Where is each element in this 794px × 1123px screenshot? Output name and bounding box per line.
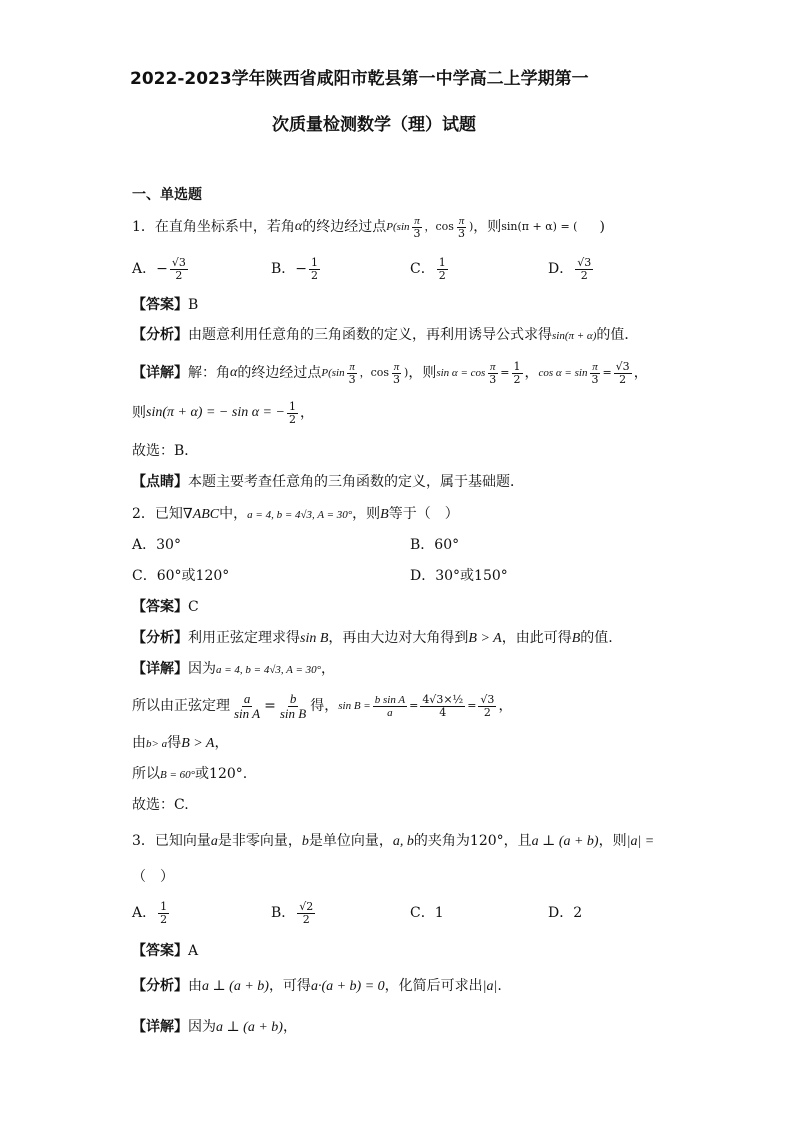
q1-detail-line2: 则 sin(π + α) = − sin α = − $\frac{1}{2}$ ， [132, 399, 314, 426]
q2-stem: 2．已知∇ABC中，a = 4, b = 4√3, A = 30°，则B等于（ ） [132, 506, 459, 522]
q3-detail: 【详解】因为a ⊥ (a + b)， [132, 1019, 297, 1035]
q1-detail: 【详解】 解：角 α 的终边经过点 P(sin π 3 ，cos π 3 ) ，则 sin α = cos $\frac{\pi}{3}$ = $\frac{1}{2}$ ， cos α = sin $\frac{\pi}{3}$ = $\frac{√3}{2}$ ， [132, 359, 648, 386]
q1-paren: ) [599, 219, 605, 235]
q1-option-c: C． 1 2 [410, 255, 446, 282]
q1-alpha: α [294, 219, 303, 234]
q2-option-a: A．30° [132, 537, 181, 553]
q1-analysis: 【分析】由题意利用任意角的三角函数的定义，再利用诱导公式求得sin(π + α)的值． [132, 327, 639, 343]
q1-cos: ，cos [424, 220, 454, 233]
q2-option-b: B．60° [410, 537, 460, 553]
section-heading: 一、单选题 [132, 187, 202, 203]
q1-option-a: A． − $\frac{√3}{2}$ [132, 255, 186, 282]
q2-sine-law: 所以由正弦定理 $\frac{a}{\text{sin A}}$ = $\frac{b}{\text{sin B}}$ 得， sin B = $\frac{\text{b sin A}}{a}$ = $\frac{\text{4√3×½}}{4}$ = $\frac{√3}{2}$ ， [132, 690, 513, 721]
q2-choose: 故选：C. [132, 797, 189, 813]
q1-answer: 【答案】B [132, 297, 199, 313]
doc-title-line1: 2022-2023学年陕西省咸阳市乾县第一中学高二上学期第一 [130, 69, 589, 89]
q1-point: P(sin [386, 221, 410, 233]
q1-frac-pi3-a: π 3 [413, 214, 421, 240]
q2-option-c: C．60°或120° [132, 568, 230, 584]
q2-analysis: 【分析】利用正弦定理求得sin B，再由大边对大角得到B > A，由此可得B的值. [132, 630, 613, 646]
q3-stem: 3．已知向量a是非零向量，b是单位向量，a, b的夹角为120°，且a ⊥ (a + b)，则|a| = [132, 833, 655, 849]
q1-option-b: B． − $\frac{1}{2}$ [271, 255, 319, 282]
q2-answer: 【答案】C [132, 599, 199, 615]
q3-answer: 【答案】A [132, 943, 199, 959]
q3-option-b: B． √2 2 [271, 899, 314, 926]
q1-comment: 【点睛】本题主要考查任意角的三角函数的定义，属于基础题． [132, 474, 524, 490]
q1-frac-pi3-b: π 3 [457, 214, 465, 240]
q2-conclusion: 所以B = 60°或120°. [132, 766, 248, 782]
q2-detail: 【详解】因为a = 4, b = 4√3, A = 30°， [132, 661, 336, 677]
q1-stem-mid: 的终边经过点 [302, 219, 387, 235]
q2-big-angle: 由b> a得B > A， [132, 735, 229, 751]
q1-stem-pre: 1．在直角坐标系中，若角 [132, 219, 295, 235]
q1-option-d: D． √3 2 [548, 255, 592, 282]
q3-analysis: 【分析】由a ⊥ (a + b)，可得a·(a + b) = 0，化简后可求出|a|. [132, 978, 502, 994]
doc-title-line2: 次质量检测数学（理）试题 [272, 115, 476, 135]
q3-option-a: A． 1 2 [132, 899, 168, 926]
q1-choose: 故选：B． [132, 443, 199, 459]
q1-stem [132, 212, 605, 242]
q3-option-d: D．2 [548, 905, 583, 921]
q3-option-c: C．1 [410, 905, 444, 921]
q2-option-d: D．30°或150° [410, 568, 508, 584]
q1-close: ) [468, 220, 474, 233]
q1-target: sin(π + α) = ( [501, 220, 578, 233]
q1-then: ，则 [473, 219, 502, 235]
q3-paren: （ ） [132, 869, 174, 885]
